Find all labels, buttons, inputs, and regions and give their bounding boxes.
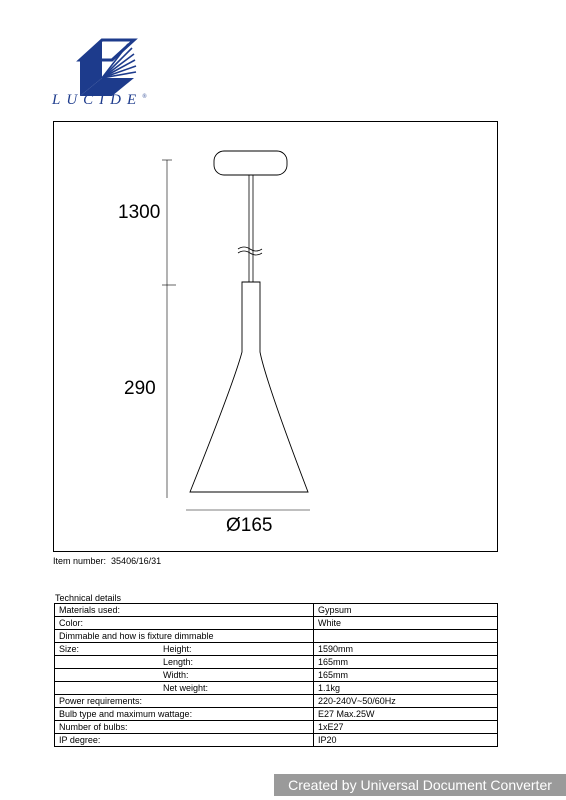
spec-label: Size: (59, 644, 80, 654)
spec-value: 1590mm (314, 643, 498, 656)
spec-sublabel: Height: (163, 644, 192, 654)
spec-value: E27 Max.25W (314, 708, 498, 721)
spec-row (55, 630, 498, 643)
spec-row (55, 734, 498, 747)
spec-label (59, 682, 119, 694)
spec-row (55, 708, 498, 721)
spec-label (59, 656, 119, 668)
spec-sublabel: Net weight: (163, 683, 209, 693)
pendant-lamp-drawing (54, 122, 499, 553)
spec-label: Bulb type and maximum wattage: (55, 708, 314, 721)
spec-row (55, 617, 498, 630)
dimension-total-height: 1300 (118, 202, 161, 223)
converter-watermark: Created by Universal Document Converter (274, 774, 566, 796)
spec-row (55, 682, 498, 695)
item-number: Item number: 35406/16/31 (53, 556, 162, 566)
technical-details-title: Technical details (55, 593, 122, 603)
spec-sublabel: Length: (163, 657, 194, 667)
spec-row (55, 643, 498, 656)
spec-sublabel: Width: (163, 670, 189, 680)
dimension-shade-height: 290 (124, 378, 156, 399)
spec-value: 1.1kg (314, 682, 498, 695)
spec-value: 165mm (314, 656, 498, 669)
spec-label: Number of bulbs: (55, 721, 314, 734)
spec-row (55, 721, 498, 734)
spec-value: 1xE27 (314, 721, 498, 734)
spec-value: 165mm (314, 669, 498, 682)
spec-label (59, 669, 119, 681)
spec-label: Power requirements: (55, 695, 314, 708)
spec-label: Dimmable and how is fixture dimmable (55, 630, 314, 643)
spec-value (314, 630, 498, 643)
spec-label: IP degree: (55, 734, 314, 747)
spec-row (55, 656, 498, 669)
dimension-diameter: Ø165 (226, 515, 273, 536)
technical-drawing (53, 121, 498, 552)
spec-value: 220-240V~50/60Hz (314, 695, 498, 708)
spec-row (55, 695, 498, 708)
spec-label: Color: (55, 617, 314, 630)
spec-value: White (314, 617, 498, 630)
technical-details-table (54, 603, 498, 747)
spec-value: Gypsum (314, 604, 498, 617)
spec-value: IP20 (314, 734, 498, 747)
spec-row (55, 669, 498, 682)
logo-wordmark: LUCIDE® (52, 92, 147, 108)
spec-row (55, 604, 498, 617)
spec-label: Materials used: (55, 604, 314, 617)
